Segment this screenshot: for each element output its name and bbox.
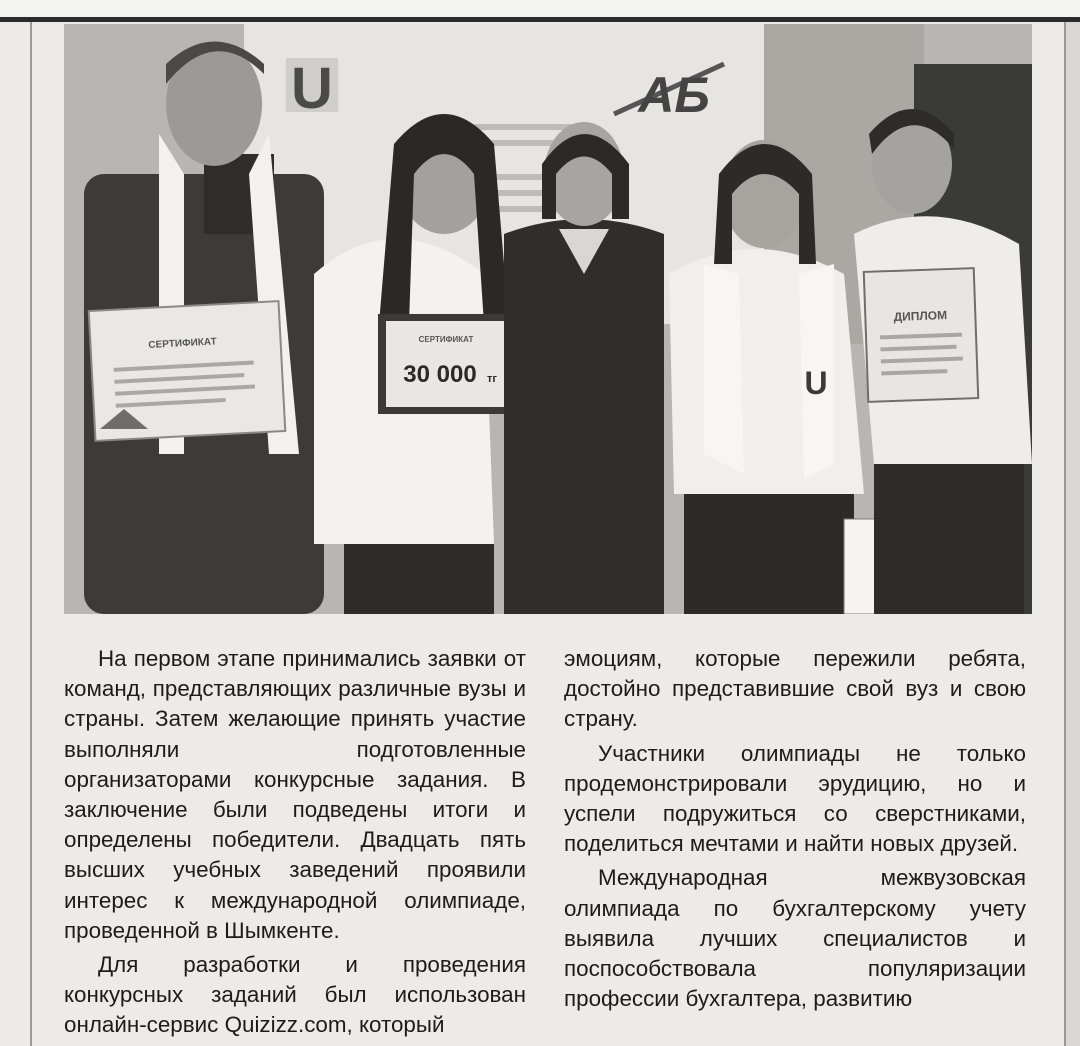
svg-text:U: U: [291, 56, 333, 121]
column-rule-left: [30, 22, 32, 1046]
article-column-left: [64, 644, 526, 1041]
paragraph: эмоциям, которые пережили ребята, достойно представившие свой вуз и свою страну.: [564, 646, 1026, 732]
prize-certificate: [378, 314, 514, 414]
svg-text:тг: тг: [487, 373, 497, 385]
left-certificate: [89, 301, 286, 441]
page-edge: [1066, 22, 1080, 1046]
svg-text:30 000: 30 000: [403, 361, 477, 388]
paragraph: На первом этапе принимались заявки от команд, представляющих различные вузы и страны. Затем желающие принять участие выполняли подготовленные организаторами конкурсные задания. В заключение были подведены итоги и определены победители. Двадцать пять высших учебных заведений проявили интерес к международной олимпиаде, проведенной в Шымкенте.: [64, 646, 526, 943]
article-photo: [64, 24, 1032, 614]
svg-text:АБ: АБ: [638, 67, 710, 123]
paragraph: Международная межвузовская олимпиада по бухгалтерскому учету выявила лучших специалистов и поспособствовала популяризации профессии бухгалтера, развитию: [564, 865, 1026, 1012]
paragraph: Для разработки и проведения конкурсных заданий был использован онлайн-сервис Quizizz.com, который: [64, 952, 526, 1038]
svg-text:СЕРТИФИКАТ: СЕРТИФИКАТ: [148, 336, 218, 351]
svg-text:СЕРТИФИКАТ: СЕРТИФИКАТ: [418, 335, 474, 344]
page-top-edge: [0, 0, 1080, 22]
diploma: [864, 268, 978, 402]
photo-illustration: [64, 24, 1032, 614]
article-column-right: [564, 644, 1026, 1014]
paragraph: Участники олимпиады не только продемонстрировали эрудицию, но и успели подружиться со сверстниками, поделиться мечтами и найти новых друзей.: [564, 740, 1026, 857]
svg-text:U: U: [804, 365, 828, 401]
banner-logo-u: [286, 56, 338, 121]
svg-text:ДИПЛОМ: ДИПЛОМ: [893, 308, 948, 324]
